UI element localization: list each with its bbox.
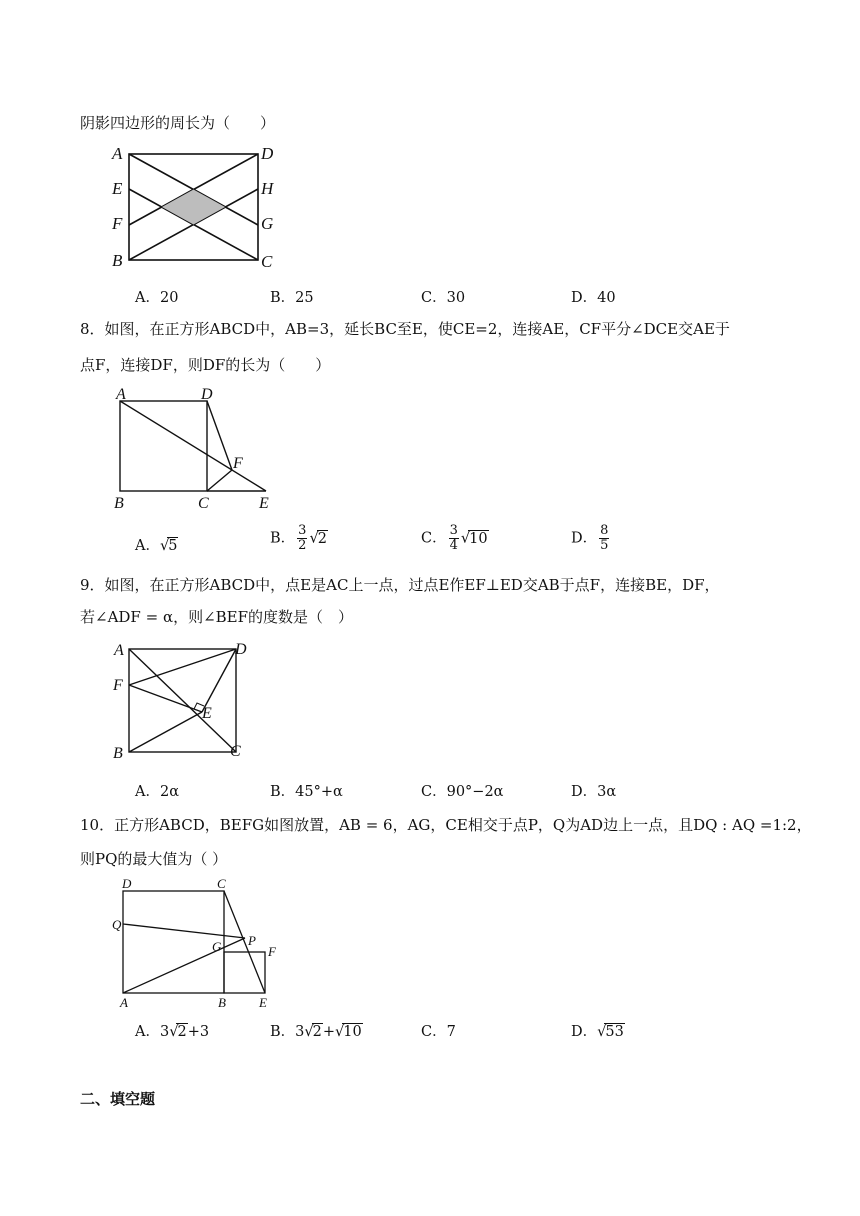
label-a: A bbox=[114, 642, 124, 659]
q8-option-b[interactable]: B． $\frac{3}{2}$ √2 bbox=[270, 523, 327, 553]
label-f: F bbox=[113, 677, 123, 694]
q10-option-c[interactable]: C．7 bbox=[421, 1024, 456, 1040]
q8-stem-line2: 点F，连接DF，则DF的长为（ ） bbox=[80, 356, 331, 374]
q8-stem-line1: 8．如图，在正方形ABCD中，AB=3，延长BC至E，使CE=2，连接AE，CF平分∠DCE交AE于 bbox=[80, 320, 730, 338]
label-f: F bbox=[268, 944, 276, 959]
label-e: E bbox=[259, 995, 267, 1010]
label-b: B bbox=[113, 745, 123, 762]
label-e: E bbox=[259, 495, 269, 512]
label-c: C bbox=[261, 252, 273, 271]
label-b: B bbox=[114, 495, 124, 512]
label-e: E bbox=[112, 179, 123, 198]
q7-option-d[interactable]: D．40 bbox=[571, 290, 616, 306]
q10-stem-line1: 10．正方形ABCD，BEFG如图放置，AB = 6，AG，CE相交于点P，Q为AD边上一点，且DQ : AQ =1:2， bbox=[80, 816, 812, 834]
label-c: C bbox=[217, 876, 226, 891]
q10-figure bbox=[108, 874, 288, 1012]
q9-option-c[interactable]: C．90°−2α bbox=[421, 784, 504, 800]
label-a: A bbox=[120, 995, 128, 1010]
q8-option-c[interactable]: C． $\frac{3}{4}$ √10 bbox=[421, 523, 488, 553]
q7-option-c[interactable]: C．30 bbox=[421, 290, 466, 306]
q8-figure bbox=[108, 384, 288, 516]
label-a: A bbox=[112, 144, 123, 163]
q9-option-a[interactable]: A．2α bbox=[135, 784, 179, 800]
shaded-quadrilateral bbox=[161, 189, 226, 225]
label-c: C bbox=[230, 743, 241, 760]
label-g: G bbox=[261, 214, 274, 233]
label-b: B bbox=[218, 995, 226, 1010]
q9-stem-line1: 9．如图，在正方形ABCD中，点E是AC上一点，过点E作EF⊥ED交AB于点F，连接BE，DF， bbox=[80, 576, 720, 594]
label-q: Q bbox=[112, 917, 122, 932]
label-c: C bbox=[198, 495, 209, 512]
label-e: E bbox=[202, 705, 212, 722]
label-d: D bbox=[261, 144, 274, 163]
q9-option-d[interactable]: D．3α bbox=[571, 784, 617, 800]
label-h: H bbox=[261, 179, 274, 198]
q10-option-d[interactable]: D．√53 bbox=[571, 1024, 624, 1040]
label-f: F bbox=[233, 455, 243, 472]
q7-option-b[interactable]: B．25 bbox=[270, 290, 314, 306]
q8-option-a[interactable]: A．√5 bbox=[135, 538, 178, 554]
label-g: G bbox=[212, 939, 222, 954]
q7-stem: 阴影四边形的周长为（ ） bbox=[80, 114, 276, 132]
q7-figure bbox=[108, 140, 288, 270]
label-p: P bbox=[248, 933, 256, 948]
q10-option-a[interactable]: A．3√2+3 bbox=[135, 1024, 210, 1040]
label-d: D bbox=[235, 641, 247, 658]
q10-stem-line2: 则PQ的最大值为（ ） bbox=[80, 850, 228, 868]
q9-stem-line2: 若∠ADF = α，则∠BEF的度数是（ ） bbox=[80, 608, 354, 626]
q7-option-a[interactable]: A．20 bbox=[135, 290, 179, 306]
q9-figure bbox=[108, 636, 268, 764]
section-title-fill-in: 二、填空题 bbox=[80, 1090, 156, 1108]
label-d: D bbox=[201, 386, 213, 403]
q9-option-b[interactable]: B．45°+α bbox=[270, 784, 343, 800]
label-b: B bbox=[112, 251, 123, 270]
q8-option-d[interactable]: D． $\frac{8}{5}$ bbox=[571, 523, 609, 553]
q10-option-b[interactable]: B．3√2+√10 bbox=[270, 1024, 362, 1040]
label-d: D bbox=[122, 876, 132, 891]
label-a: A bbox=[116, 386, 126, 403]
label-f: F bbox=[112, 214, 123, 233]
